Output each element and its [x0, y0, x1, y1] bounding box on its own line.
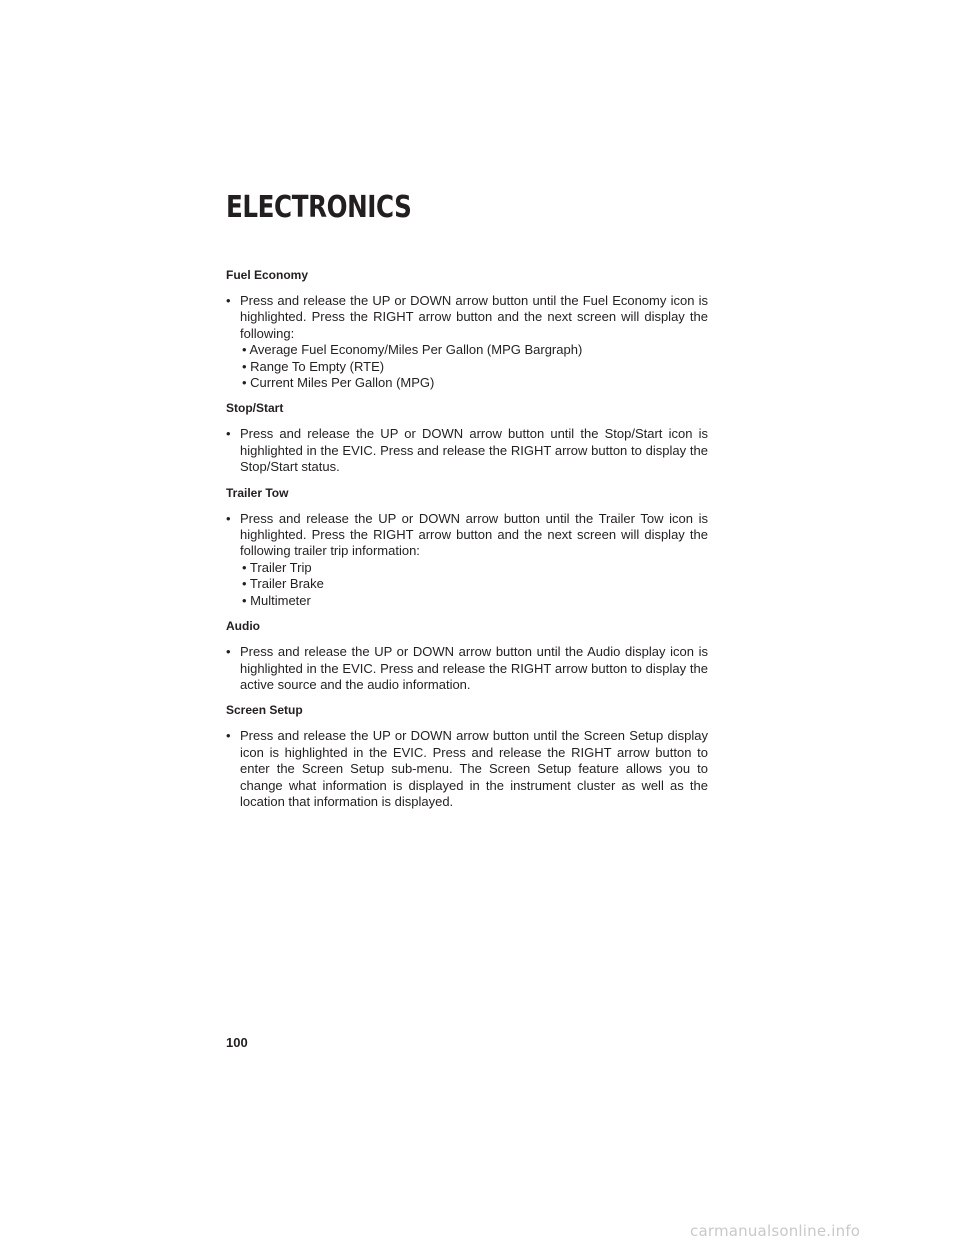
bullet-marker: • [226, 293, 231, 308]
list-item: • Range To Empty (RTE) [242, 358, 385, 374]
paragraph-text: Press and release the UP or DOWN arrow button until the Trailer Tow icon is highlighted. Press the RIGHT arrow button and the next screen will display the following trailer trip information: [240, 510, 708, 559]
subheading-audio: Audio [226, 619, 260, 634]
section-stop-start [226, 401, 708, 475]
bullet-paragraph [226, 728, 708, 810]
list-item: • Trailer Trip [242, 559, 312, 575]
list-item: • Current Miles Per Gallon (MPG) [242, 375, 435, 391]
subheading-trailer-tow: Trailer Tow [226, 485, 289, 500]
sub-list [240, 342, 708, 391]
section-trailer-tow [226, 486, 708, 609]
list-item: • Multimeter [242, 592, 311, 608]
bullet-marker: • [226, 728, 231, 744]
list-item: • Trailer Brake [242, 576, 324, 592]
paragraph-text: Press and release the UP or DOWN arrow button until the Screen Setup display icon is highlighted in the EVIC. Press and release the RIGHT arrow button to enter the Screen Setup sub-menu. The Screen Setup feature allows you to change what information is displayed in the instrument cluster as well as the location that information is displayed. [240, 728, 708, 809]
bullet-marker: • [226, 510, 231, 526]
bullet-paragraph [226, 511, 708, 609]
subheading-stop-start: Stop/Start [226, 401, 284, 416]
section-title: ELECTRONICS [226, 190, 412, 225]
subheading-screen-setup: Screen Setup [226, 703, 303, 718]
subheading-fuel-economy: Fuel Economy [226, 268, 309, 282]
paragraph-text: Press and release the UP or DOWN arrow button until the Audio display icon is highlighted in the EVIC. Press and release the RIGHT arrow button to display the active source and the audio information. [240, 644, 708, 692]
watermark-text: carmanualsonline.info [690, 1222, 861, 1240]
list-item: • Average Fuel Economy/Miles Per Gallon (MPG Bargraph) [242, 342, 583, 358]
page-number: 100 [226, 1035, 248, 1050]
bullet-paragraph [226, 644, 708, 693]
page-content [226, 268, 708, 820]
section-fuel-economy [226, 268, 708, 391]
paragraph-text: Press and release the UP or DOWN arrow button until the Stop/Start icon is highlighted in the EVIC. Press and release the RIGHT arrow button to display the Stop/Start status. [240, 426, 708, 475]
sub-list [240, 560, 708, 609]
bullet-paragraph [226, 293, 708, 391]
section-audio [226, 619, 708, 693]
bullet-marker: • [226, 644, 231, 660]
paragraph-text: Press and release the UP or DOWN arrow button until the Fuel Economy icon is highlighted. Press the RIGHT arrow button and the next screen will display the following: [240, 293, 708, 341]
bullet-marker: • [226, 426, 231, 442]
bullet-paragraph [226, 426, 708, 475]
section-screen-setup [226, 703, 708, 810]
